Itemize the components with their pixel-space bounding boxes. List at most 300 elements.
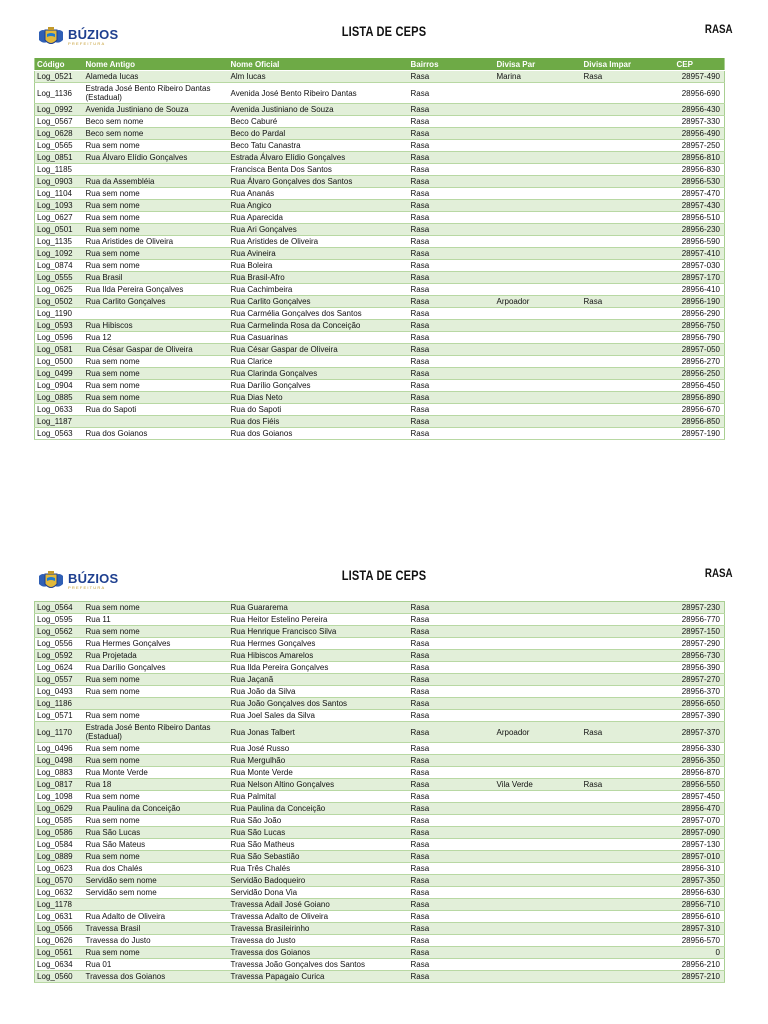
table-row [35,863,725,875]
cell-codigo: Log_0567 [35,116,84,128]
cell-divisa-impar [582,755,675,767]
table-row [35,815,725,827]
cell-codigo: Log_0874 [35,260,84,272]
cell-divisa-par [495,755,582,767]
cell-divisa-impar [582,791,675,803]
cell-cep: 28956-230 [675,224,725,236]
cell-bairro: Rasa [409,698,495,710]
cell-nome-oficial: Travessa Papagaio Curica [229,971,409,983]
cell-cep: 28957-090 [675,827,725,839]
cell-nome-antigo: Estrada José Bento Ribeiro Dantas (Estadual) [84,722,229,743]
cell-bairro: Rasa [409,602,495,614]
cell-cep: 28956-250 [675,368,725,380]
cell-cep: 28956-890 [675,392,725,404]
cell-nome-oficial: Rua São João [229,815,409,827]
cell-nome-oficial: Rua Hermes Gonçalves [229,638,409,650]
cell-divisa-par [495,602,582,614]
cell-codigo: Log_0851 [35,152,84,164]
cell-cep: 28957-130 [675,839,725,851]
cell-cep: 28956-450 [675,380,725,392]
table-row [35,851,725,863]
cell-divisa-impar [582,887,675,899]
cell-nome-antigo: Alameda Iucas [84,71,229,83]
table-header-row [35,58,725,71]
table-row [35,212,725,224]
cell-divisa-par [495,662,582,674]
cell-nome-oficial: Rua Jonas Talbert [229,722,409,743]
cell-divisa-par [495,83,582,104]
cell-bairro: Rasa [409,710,495,722]
cell-nome-antigo: Rua 12 [84,332,229,344]
cell-codigo: Log_0499 [35,368,84,380]
cell-cep: 28956-870 [675,767,725,779]
logo-subtitle: PREFEITURA [68,41,106,46]
table-row [35,779,725,791]
cell-cep: 28956-210 [675,959,725,971]
document-page-2 [0,544,768,981]
cell-cep: 28957-010 [675,851,725,863]
cell-bairro: Rasa [409,638,495,650]
cell-codigo: Log_0561 [35,947,84,959]
cell-cep: 28956-730 [675,650,725,662]
cell-divisa-par [495,827,582,839]
cell-divisa-impar [582,815,675,827]
cell-codigo: Log_0521 [35,71,84,83]
cell-nome-antigo: Rua 18 [84,779,229,791]
cell-divisa-impar [582,344,675,356]
cell-divisa-impar [582,971,675,983]
cell-codigo: Log_0581 [35,344,84,356]
table-row [35,791,725,803]
cell-nome-oficial: Avenida Justiniano de Souza [229,104,409,116]
cell-divisa-impar [582,272,675,284]
table-row [35,923,725,935]
cell-codigo: Log_0564 [35,602,84,614]
cell-nome-antigo: Rua sem nome [84,710,229,722]
cell-cep: 28956-690 [675,83,725,104]
table-row [35,368,725,380]
cell-nome-oficial: Rua Heitor Estelino Pereira [229,614,409,626]
cell-bairro: Rasa [409,404,495,416]
table-row [35,71,725,83]
cell-divisa-impar: Rasa [582,71,675,83]
cell-bairro: Rasa [409,722,495,743]
cell-divisa-par [495,164,582,176]
cell-nome-antigo: Rua Monte Verde [84,767,229,779]
cell-bairro: Rasa [409,839,495,851]
cell-bairro: Rasa [409,260,495,272]
region-label: RASA [705,24,733,36]
cell-nome-antigo: Rua Aristides de Oliveira [84,236,229,248]
table-row [35,332,725,344]
cell-nome-oficial: Rua João Gonçalves dos Santos [229,698,409,710]
page-header [0,0,768,58]
column-header-codigo: Código [35,58,84,71]
cell-nome-antigo: Rua Ilda Pereira Gonçalves [84,284,229,296]
cell-codigo: Log_1093 [35,200,84,212]
cell-nome-antigo: Rua Carlito Gonçalves [84,296,229,308]
cell-cep: 28957-330 [675,116,725,128]
cell-divisa-par [495,815,582,827]
table-row [35,152,725,164]
column-header-nome-oficial: Nome Oficial [229,58,409,71]
cell-bairro: Rasa [409,296,495,308]
cell-divisa-impar [582,200,675,212]
cell-nome-oficial: Rua Ananás [229,188,409,200]
table-row [35,284,725,296]
cell-cep: 28957-290 [675,638,725,650]
cell-bairro: Rasa [409,416,495,428]
cell-nome-oficial: Beco do Pardal [229,128,409,140]
cell-divisa-impar [582,83,675,104]
logo-name: BÚZIOS [68,27,119,42]
cell-codigo: Log_0885 [35,392,84,404]
cell-bairro: Rasa [409,743,495,755]
cell-divisa-impar [582,959,675,971]
cell-nome-antigo: Travessa Brasil [84,923,229,935]
cell-cep: 28957-270 [675,674,725,686]
cell-bairro: Rasa [409,815,495,827]
cell-codigo: Log_1104 [35,188,84,200]
table-row [35,638,725,650]
cell-bairro: Rasa [409,863,495,875]
column-header-cep: CEP [675,58,725,71]
cell-nome-oficial: Rua Carmelinda Rosa da Conceição [229,320,409,332]
cell-divisa-par [495,971,582,983]
cell-bairro: Rasa [409,308,495,320]
cell-divisa-par [495,344,582,356]
cell-divisa-par [495,638,582,650]
cell-nome-oficial: Travessa Adalto de Oliveira [229,911,409,923]
cell-codigo: Log_0633 [35,404,84,416]
cell-divisa-impar [582,284,675,296]
table-row [35,662,725,674]
cell-nome-antigo: Servidão sem nome [84,887,229,899]
cell-bairro: Rasa [409,959,495,971]
table-row [35,755,725,767]
cell-divisa-par: Arpoador [495,296,582,308]
cell-nome-antigo: Rua São Lucas [84,827,229,839]
cell-nome-oficial: Rua São Lucas [229,827,409,839]
cell-nome-antigo: Rua 11 [84,614,229,626]
cell-nome-oficial: Rua Jaçanã [229,674,409,686]
cell-bairro: Rasa [409,614,495,626]
cell-codigo: Log_0493 [35,686,84,698]
cell-codigo: Log_0626 [35,935,84,947]
cell-bairro: Rasa [409,200,495,212]
cell-bairro: Rasa [409,392,495,404]
cell-nome-antigo: Rua do Sapoti [84,404,229,416]
cell-bairro: Rasa [409,83,495,104]
cell-nome-antigo: Rua Paulina da Conceição [84,803,229,815]
cell-nome-antigo: Servidão sem nome [84,875,229,887]
cell-codigo: Log_1185 [35,164,84,176]
cell-bairro: Rasa [409,791,495,803]
cell-nome-antigo: Rua 01 [84,959,229,971]
cell-divisa-par [495,767,582,779]
cell-bairro: Rasa [409,875,495,887]
cell-nome-oficial: Rua dos Fiéis [229,416,409,428]
cell-codigo: Log_0555 [35,272,84,284]
cell-cep: 28956-510 [675,212,725,224]
cell-bairro: Rasa [409,128,495,140]
cell-bairro: Rasa [409,935,495,947]
table-row [35,83,725,104]
cell-divisa-par [495,188,582,200]
cell-divisa-impar: Rasa [582,296,675,308]
cell-codigo: Log_0904 [35,380,84,392]
cell-bairro: Rasa [409,755,495,767]
cell-divisa-par [495,392,582,404]
column-header-divisa-par: Divisa Par [495,58,582,71]
cell-nome-antigo: Rua sem nome [84,602,229,614]
cell-nome-oficial: Francisca Benta Dos Santos [229,164,409,176]
cell-divisa-par [495,116,582,128]
cell-codigo: Log_0556 [35,638,84,650]
cell-divisa-par [495,320,582,332]
cell-codigo: Log_1098 [35,791,84,803]
table-row [35,320,725,332]
cell-divisa-par [495,248,582,260]
cell-codigo: Log_0563 [35,428,84,440]
cell-nome-oficial: Rua César Gaspar de Oliveira [229,344,409,356]
table-row [35,947,725,959]
cell-codigo: Log_0560 [35,971,84,983]
cell-nome-antigo: Rua dos Goianos [84,428,229,440]
coat-of-arms-icon [37,570,65,592]
cell-nome-oficial: Rua Nelson Altino Gonçalves [229,779,409,791]
cell-cep: 28957-410 [675,248,725,260]
cell-nome-antigo [84,416,229,428]
cell-cep: 28956-710 [675,899,725,911]
cell-cep: 28957-490 [675,71,725,83]
cell-divisa-impar [582,152,675,164]
cell-divisa-par [495,839,582,851]
cell-bairro: Rasa [409,428,495,440]
cell-cep: 28957-390 [675,710,725,722]
cell-codigo: Log_0562 [35,626,84,638]
cell-cep: 28956-570 [675,935,725,947]
cell-nome-oficial: Rua Carmélia Gonçalves dos Santos [229,308,409,320]
cell-bairro: Rasa [409,779,495,791]
cell-codigo: Log_0595 [35,614,84,626]
cell-bairro: Rasa [409,104,495,116]
cell-bairro: Rasa [409,923,495,935]
table-row [35,887,725,899]
cell-divisa-par [495,428,582,440]
cell-nome-antigo: Rua Projetada [84,650,229,662]
cell-divisa-par [495,626,582,638]
cell-divisa-par [495,284,582,296]
cell-bairro: Rasa [409,188,495,200]
cell-cep: 28957-230 [675,602,725,614]
cell-nome-oficial: Servidão Badoqueiro [229,875,409,887]
cell-divisa-impar [582,176,675,188]
page-header [0,544,768,602]
cell-divisa-par [495,851,582,863]
cell-bairro: Rasa [409,164,495,176]
cell-cep: 28956-530 [675,176,725,188]
cell-codigo: Log_0498 [35,755,84,767]
cell-divisa-impar [582,686,675,698]
cell-nome-oficial: Travessa João Gonçalves dos Santos [229,959,409,971]
cell-divisa-impar [582,368,675,380]
cell-codigo: Log_0496 [35,743,84,755]
cell-cep: 28956-850 [675,416,725,428]
cell-bairro: Rasa [409,140,495,152]
cell-cep: 28957-070 [675,815,725,827]
table-row [35,767,725,779]
table-body [35,602,725,983]
cell-bairro: Rasa [409,767,495,779]
cell-codigo: Log_0628 [35,128,84,140]
cell-divisa-par [495,356,582,368]
cell-bairro: Rasa [409,320,495,332]
table-row [35,272,725,284]
cell-divisa-impar [582,923,675,935]
cell-cep: 28957-210 [675,971,725,983]
cell-cep: 28956-790 [675,332,725,344]
cell-nome-oficial: Rua São Sebastião [229,851,409,863]
cell-divisa-impar [582,947,675,959]
cell-divisa-impar [582,356,675,368]
table-row [35,164,725,176]
cell-nome-oficial: Rua Avineira [229,248,409,260]
cell-nome-antigo: Rua sem nome [84,791,229,803]
document-page-1 [0,0,768,438]
cell-nome-oficial: Rua Casuarinas [229,332,409,344]
cell-divisa-impar [582,224,675,236]
cell-cep: 28956-650 [675,698,725,710]
table-row [35,626,725,638]
cell-divisa-impar [582,839,675,851]
cep-table [34,601,725,983]
cell-nome-oficial: Rua Joel Sales da Silva [229,710,409,722]
cell-divisa-impar [582,320,675,332]
cell-divisa-impar [582,380,675,392]
cell-cep: 28956-670 [675,404,725,416]
cell-divisa-par [495,959,582,971]
cell-bairro: Rasa [409,947,495,959]
cell-cep: 28957-150 [675,626,725,638]
cell-nome-oficial: Alm Iucas [229,71,409,83]
cell-cep: 28957-250 [675,140,725,152]
cell-codigo: Log_0625 [35,284,84,296]
cell-nome-oficial: Rua José Russo [229,743,409,755]
cell-divisa-par [495,176,582,188]
cell-nome-antigo: Rua Adalto de Oliveira [84,911,229,923]
cell-divisa-impar [582,248,675,260]
table-row [35,188,725,200]
cell-divisa-impar: Rasa [582,779,675,791]
cell-codigo: Log_0502 [35,296,84,308]
cell-divisa-par [495,791,582,803]
cell-nome-oficial: Rua Darílio Gonçalves [229,380,409,392]
cell-nome-oficial: Rua Angico [229,200,409,212]
cell-divisa-impar [582,674,675,686]
cell-codigo: Log_0883 [35,767,84,779]
table-row [35,839,725,851]
cell-divisa-impar [582,116,675,128]
cell-codigo: Log_1190 [35,308,84,320]
cell-divisa-par [495,923,582,935]
table-row [35,650,725,662]
cell-nome-oficial: Rua Três Chalés [229,863,409,875]
cell-cep: 28957-350 [675,875,725,887]
cell-codigo: Log_1135 [35,236,84,248]
logo-name: BÚZIOS [68,571,119,586]
cell-divisa-par: Vila Verde [495,779,582,791]
cell-cep: 28956-410 [675,284,725,296]
table-body [35,71,725,440]
cell-divisa-par [495,863,582,875]
cell-codigo: Log_0992 [35,104,84,116]
cell-nome-antigo [84,899,229,911]
cell-codigo: Log_1187 [35,416,84,428]
cell-nome-oficial: Servidão Dona Via [229,887,409,899]
cell-nome-oficial: Rua Mergulhão [229,755,409,767]
cell-nome-oficial: Rua Clarinda Gonçalves [229,368,409,380]
cell-bairro: Rasa [409,650,495,662]
cell-cep: 28957-030 [675,260,725,272]
cell-nome-oficial: Travessa dos Goianos [229,947,409,959]
cell-nome-oficial: Avenida José Bento Ribeiro Dantas [229,83,409,104]
document-title: LISTA DE CEPS [341,568,427,583]
cell-divisa-par [495,947,582,959]
cell-divisa-impar [582,698,675,710]
cell-nome-antigo: Rua sem nome [84,224,229,236]
cell-divisa-impar [582,128,675,140]
cell-nome-antigo: Rua sem nome [84,815,229,827]
table-row [35,344,725,356]
cell-codigo: Log_0565 [35,140,84,152]
cell-nome-oficial: Rua Dias Neto [229,392,409,404]
column-header-divisa-impar: Divisa Impar [582,58,675,71]
cell-cep: 28956-190 [675,296,725,308]
cell-divisa-par [495,272,582,284]
cell-bairro: Rasa [409,803,495,815]
cell-cep: 28956-490 [675,128,725,140]
cell-nome-antigo: Travessa dos Goianos [84,971,229,983]
cell-divisa-par [495,152,582,164]
cell-codigo: Log_1178 [35,899,84,911]
cell-cep: 28956-590 [675,236,725,248]
cell-bairro: Rasa [409,248,495,260]
table-row [35,296,725,308]
region-label: RASA [705,568,733,580]
table-row [35,104,725,116]
cell-divisa-impar [582,650,675,662]
cell-codigo: Log_0566 [35,923,84,935]
table-row [35,722,725,743]
cell-divisa-par [495,380,582,392]
cell-bairro: Rasa [409,368,495,380]
cell-bairro: Rasa [409,152,495,164]
cell-divisa-impar [582,236,675,248]
cell-nome-oficial: Rua Ilda Pereira Gonçalves [229,662,409,674]
cell-nome-oficial: Rua Paulina da Conceição [229,803,409,815]
cell-nome-antigo: Rua Darílio Gonçalves [84,662,229,674]
cell-divisa-par [495,308,582,320]
cell-nome-oficial: Travessa do Justo [229,935,409,947]
cell-divisa-impar [582,104,675,116]
cell-divisa-par [495,332,582,344]
cell-codigo: Log_0592 [35,650,84,662]
cell-nome-antigo: Rua Brasil [84,272,229,284]
cell-nome-antigo: Rua sem nome [84,212,229,224]
cell-nome-oficial: Rua dos Goianos [229,428,409,440]
cell-codigo: Log_0586 [35,827,84,839]
